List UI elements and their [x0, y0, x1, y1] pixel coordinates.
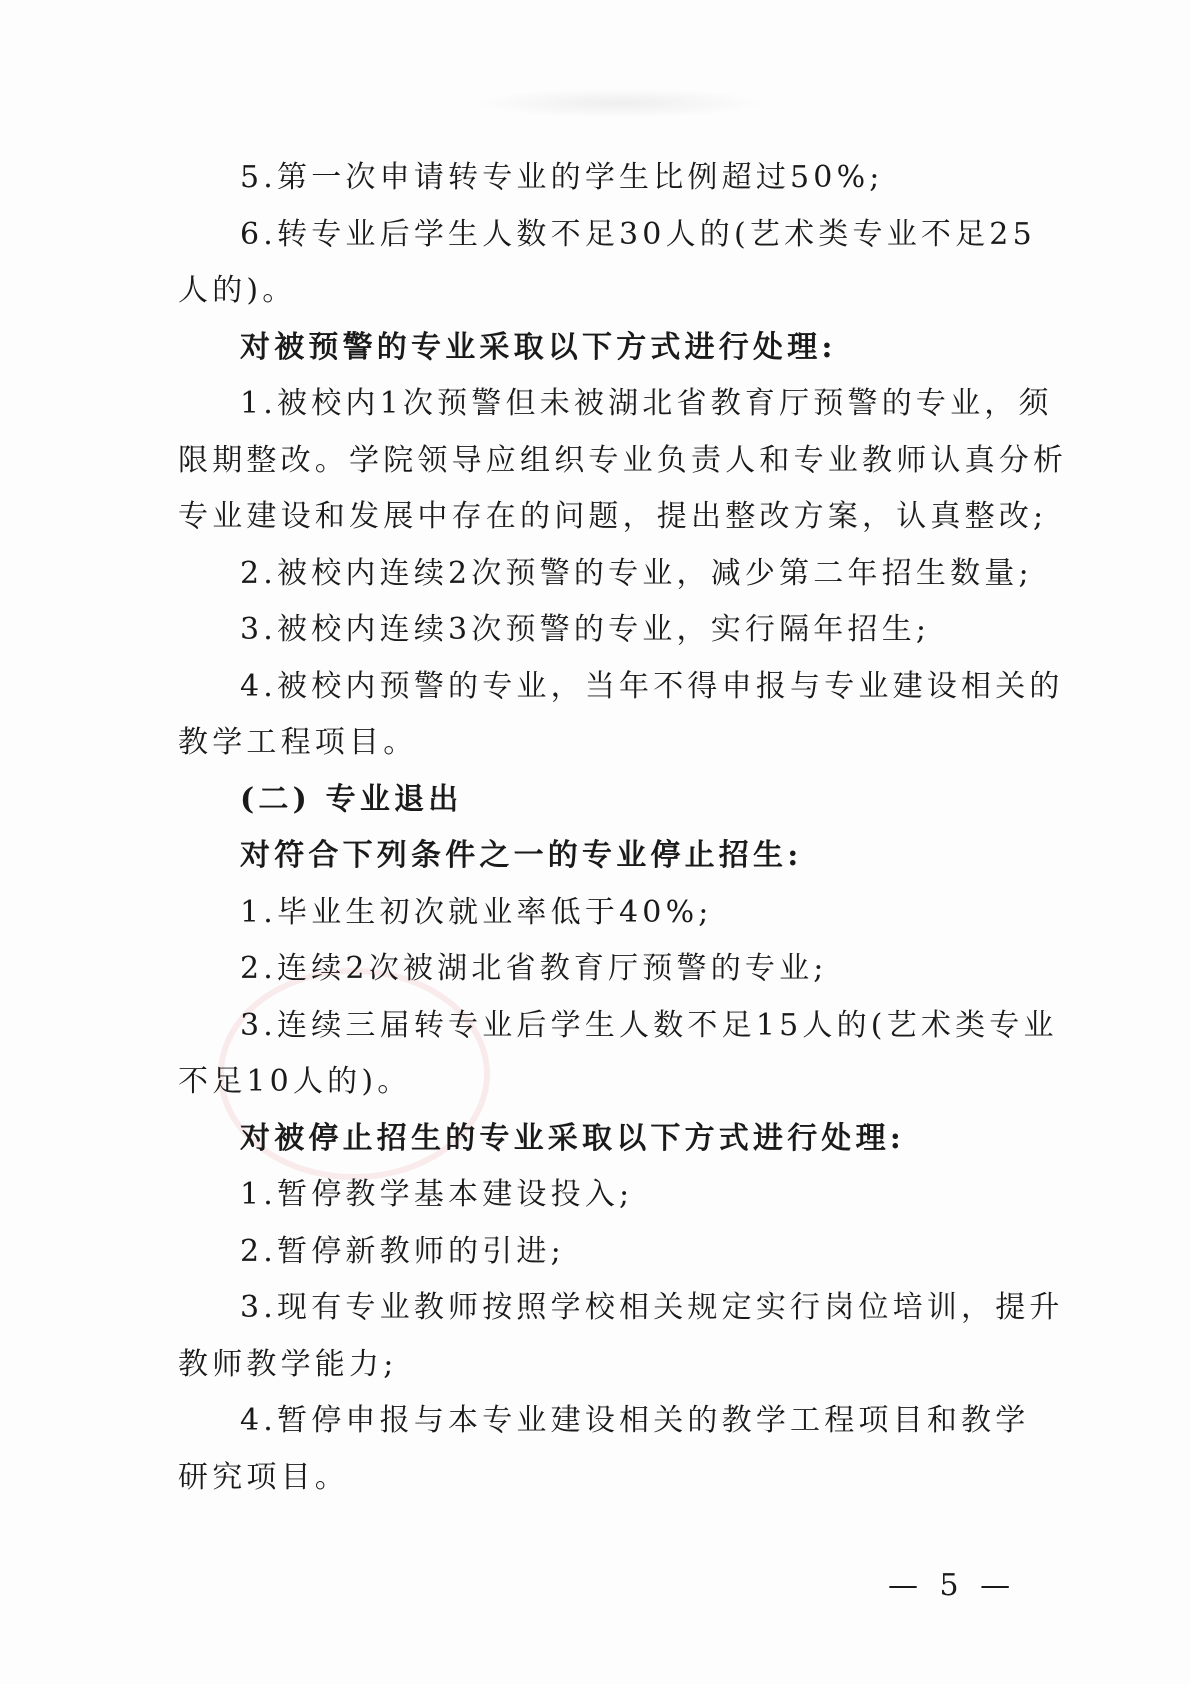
text-line: 限期整改。学院领导应组织专业负责人和专业教师认真分析 — [178, 442, 1068, 478]
text-line: 2.暂停新教师的引进; — [240, 1233, 565, 1269]
text-line: 人的)。 — [178, 273, 297, 308]
text-line: 2.被校内连续2次预警的专业，减少第二年招生数量; — [240, 555, 1033, 591]
section-lead: 对被停止招生的专业采取以下方式进行处理: — [240, 1120, 906, 1156]
text-line: 3.连续三届转专业后学生人数不足15人的(艺术类专业 — [240, 1007, 1058, 1043]
text-line: 3.现有专业教师按照学校相关规定实行岗位培训，提升 — [240, 1290, 1064, 1325]
text-line: 研究项目。 — [178, 1459, 349, 1495]
text-line: 不足10人的)。 — [178, 1064, 412, 1099]
page-number: — 5 — — [888, 1568, 1017, 1603]
section-heading: (二) 专业退出 — [240, 781, 463, 817]
text-line: 5.第一次申请转专业的学生比例超过50%; — [240, 160, 884, 195]
text-line: 6.转专业后学生人数不足30人的(艺术类专业不足25 — [240, 216, 1036, 252]
text-line: 1.被校内1次预警但未被湖北省教育厅预警的专业，须 — [240, 386, 1053, 421]
scan-artifact — [470, 88, 770, 118]
text-line: 2.连续2次被湖北省教育厅预警的专业; — [240, 951, 828, 986]
section-lead: 对被预警的专业采取以下方式进行处理: — [240, 329, 837, 365]
text-line: 专业建设和发展中存在的问题，提出整改方案，认真整改; — [178, 499, 1048, 534]
section-lead: 对符合下列条件之一的专业停止招生: — [240, 838, 803, 873]
text-line: 教师教学能力; — [178, 1346, 398, 1382]
text-line: 1.暂停教学基本建设投入; — [240, 1177, 634, 1212]
text-line: 1.毕业生初次就业率低于40%; — [240, 894, 713, 930]
text-line: 教学工程项目。 — [178, 725, 418, 760]
text-line: 4.被校内预警的专业，当年不得申报与专业建设相关的 — [240, 668, 1064, 704]
text-line: 4.暂停申报与本专业建设相关的教学工程项目和教学 — [240, 1403, 1030, 1438]
body-text — [178, 150, 1068, 1506]
text-line: 3.被校内连续3次预警的专业，实行隔年招生; — [240, 612, 931, 647]
